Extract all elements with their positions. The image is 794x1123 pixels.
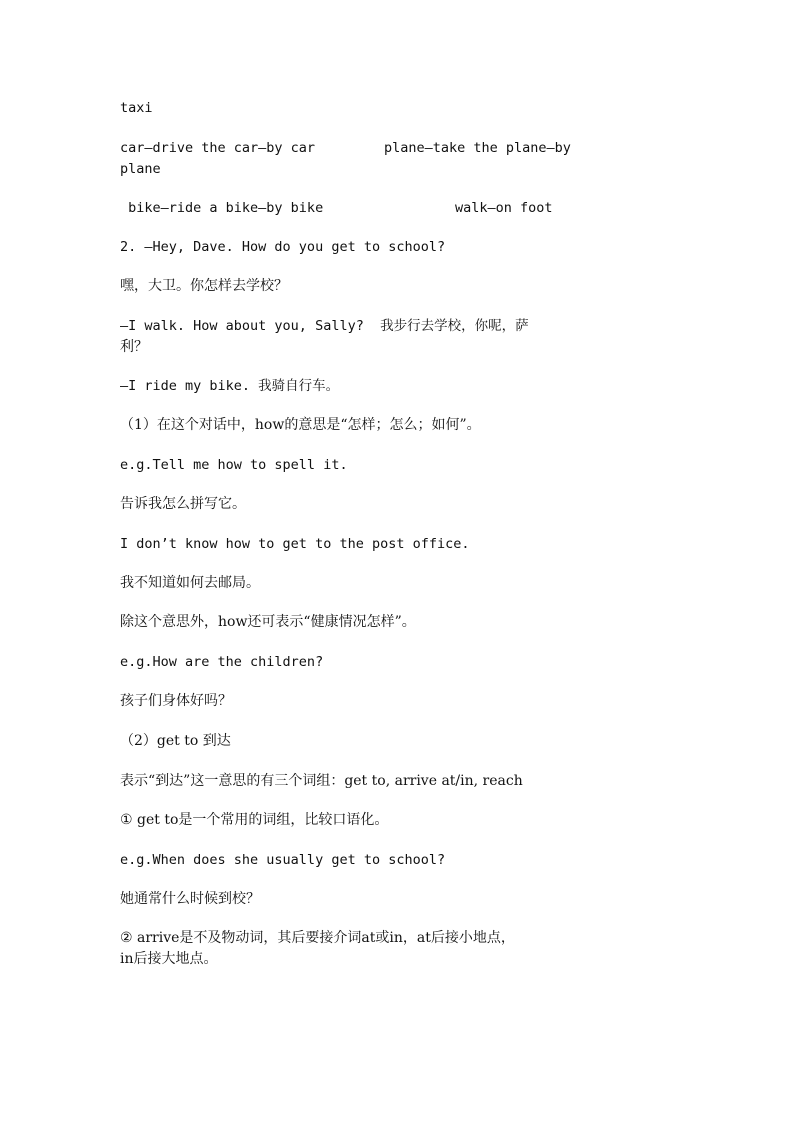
example-spell-translation: 告诉我怎么拼写它。 — [120, 496, 246, 512]
example-children: e.g.How are the children? — [120, 654, 324, 670]
dialogue-question: 2. —Hey, Dave. How do you get to school? — [120, 239, 446, 255]
vocab-plane-cont: plane — [120, 161, 161, 177]
note-get-to: （2）get to 到达 — [120, 733, 231, 749]
note-get-to-usage: ① get to是一个常用的词组，比较口语化。 — [120, 812, 389, 828]
example-children-translation: 孩子们身体好吗？ — [120, 693, 232, 709]
dialogue-question-translation: 嘿，大卫。你怎样去学校？ — [120, 278, 288, 294]
note-arrive-usage: ② arrive是不及物动词，其后要接介词at或in，at后接小地点， — [120, 930, 515, 946]
note-arrive-phrases: 表示“到达”这一意思的有三个词组：get to, arrive at/in, reach — [120, 773, 523, 789]
note-arrive-usage-cont: in后接大地点。 — [120, 951, 218, 967]
dialogue-answer-bike: —I ride my bike. 我骑自行车。 — [120, 378, 340, 394]
vocab-plane: plane—take the plane—by — [384, 140, 571, 156]
example-school-translation: 她通常什么时候到校？ — [120, 891, 260, 907]
example-school: e.g.When does she usually get to school? — [120, 852, 446, 868]
dialogue-answer-walk-cont: 利？ — [120, 339, 148, 355]
vocab-taxi: taxi — [120, 100, 153, 116]
vocab-bike: bike—ride a bike—by bike — [120, 200, 324, 216]
example-post-office-translation: 我不知道如何去邮局。 — [120, 575, 260, 591]
vocab-walk: walk—on foot — [455, 200, 553, 216]
example-spell: e.g.Tell me how to spell it. — [120, 457, 348, 473]
note-how-health: 除这个意思外，how还可表示“健康情况怎样”。 — [120, 614, 416, 630]
note-how-meaning: （1）在这个对话中，how的意思是“怎样；怎么；如何”。 — [120, 417, 481, 433]
example-post-office: I don’t know how to get to the post office. — [120, 536, 470, 552]
vocab-car: car—drive the car—by car — [120, 140, 316, 156]
dialogue-answer-walk: —I walk. How about you, Sally? 我步行去学校，你呢，萨 — [120, 318, 529, 334]
